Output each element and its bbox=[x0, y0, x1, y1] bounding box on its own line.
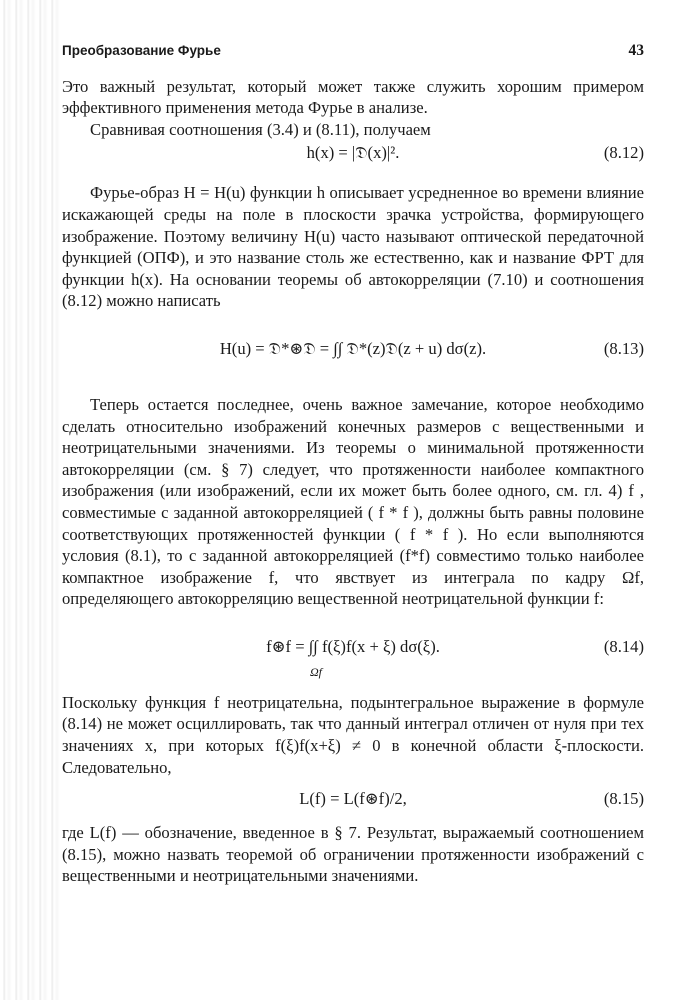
paragraph-2: Сравнивая соотношения (3.4) и (8.11), получаем bbox=[90, 119, 431, 139]
paragraph-4: Теперь остается последнее, очень важное замечание, которое необходимо сделать относительно изображений конечных размеров с вещественными и неотрицательными значениями. Из теоремы о минимальной протяженности автокорреляции (см. § 7) следует, что протяженности наиболее компактного изображения (или изображений, если их может быть более одного, см. гл. 4) f , совместимые с заданной автокорреляцией ( f * f ), должны быть равны половине соответствующих протяженностей функции ( f * f ). Но если выполняются условия (8.1), то с заданной автокорреляцией (f*f) совместимо только наиболее компактное изображение f, что явствует из интеграла по кадру Ωf, определяющего автокорреляцию вещественной неотрицательной функции f: bbox=[62, 394, 644, 609]
running-title: Преобразование Фурье bbox=[62, 43, 221, 58]
equation-8-14-formula: f⊛f = ∫∫ f(ξ)f(x + ξ) dσ(ξ). bbox=[266, 636, 440, 656]
page-header bbox=[62, 40, 644, 62]
equation-8-15-formula: L(f) = L(f⊛f)/2, bbox=[299, 789, 407, 809]
equation-8-13 bbox=[62, 320, 644, 382]
equation-8-13-formula: H(u) = 𝔇*⊛𝔇 = ∫∫ 𝔇*(z)𝔇(z + u) dσ(z). bbox=[219, 338, 487, 358]
equation-8-14-subscript: Ωf bbox=[310, 664, 323, 679]
paragraph-6: где L(f) — обозначение, введенное в § 7. Результат, выражаемый соотношением (8.15), можно назвать теоремой об ограничении протяженности изображений с вещественными и неотрицательными значениями. bbox=[62, 823, 644, 886]
equation-8-14 bbox=[62, 618, 644, 680]
equation-8-12-formula: h(x) = |𝔇(x)|². bbox=[306, 143, 400, 163]
scan-edge-shadow bbox=[0, 0, 60, 1000]
equation-8-14-number: (8.14) bbox=[603, 636, 644, 656]
equation-8-15 bbox=[62, 788, 644, 812]
paragraph-3: Фурье-образ H = H(u) функции h описывает усредненное во времени влияние искажающей среды на поле в плоскости зрачка устройства, формирующего изображение. Поэтому величину H(u) часто называют оптической передаточной функцией (ОПФ), и это название столь же естественно, как и название ФРТ для функции h(x). На основании теоремы об автокорреляции (7.10) и соотношения (8.12) можно написать bbox=[62, 183, 644, 311]
paragraph-5: Поскольку функция f неотрицательна, подынтегральное выражение в формуле (8.14) не может осциллировать, так что данный интеграл отличен от нуля при тех значениях x, при которых f(ξ)f(x+ξ) ≠ 0 в конечной области ξ-плоскости. Следовательно, bbox=[62, 692, 644, 777]
equation-8-12 bbox=[62, 142, 644, 166]
page-number: 43 bbox=[628, 42, 644, 59]
paragraph-1: Это важный результат, который может также служить хорошим примером эффективного применения метода Фурье в анализе. bbox=[62, 76, 644, 118]
document-page bbox=[62, 40, 644, 887]
equation-8-15-number: (8.15) bbox=[603, 789, 644, 809]
equation-8-13-number: (8.13) bbox=[603, 338, 644, 358]
equation-8-12-number: (8.12) bbox=[603, 143, 644, 163]
